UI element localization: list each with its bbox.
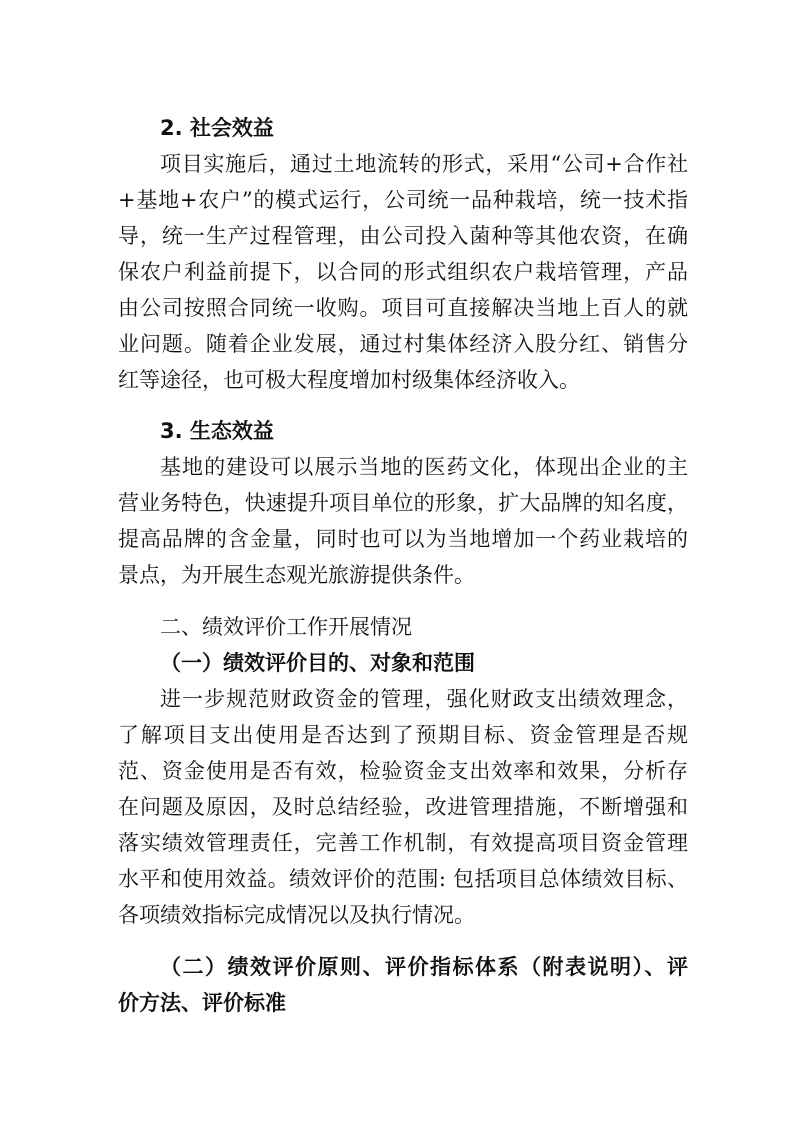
paragraph-line: 导，统一生产过程管理，由公司投入菌种等其他农资，在确 (118, 224, 688, 248)
paragraph-line: 红等途径，也可极大程度增加村级集体经济收入。 (118, 368, 580, 392)
paragraph-line: 项目实施后，通过土地流转的形式，采用“公司+合作社 (160, 152, 688, 176)
paragraph-line: 在问题及原因，及时总结经验，改进管理措施，不断增强和 (118, 795, 688, 819)
paragraph-line: 业问题。随着企业发展，通过村集体经济入股分红、销售分 (118, 332, 688, 356)
paragraph-line: 水平和使用效益。绩效评价的范围: 包括项目总体绩效目标、 (118, 867, 688, 891)
paragraph-line: 保农户利益前提下，以合同的形式组织农户栽培管理，产品 (118, 260, 688, 284)
subsection-heading-one: （一）绩效评价目的、对象和范围 (160, 651, 475, 675)
paragraph-line: 进一步规范财政资金的管理，强化财政支出绩效理念， (160, 687, 688, 711)
section-heading-social-benefit: 2. 社会效益 (160, 116, 274, 140)
paragraph-line: 了解项目支出使用是否达到了预期目标、资金管理是否规 (118, 723, 688, 747)
section-heading-eco-benefit: 3. 生态效益 (160, 419, 274, 443)
paragraph-line: 由公司按照合同统一收购。项目可直接解决当地上百人的就 (118, 296, 688, 320)
subsection-heading-two-line1: （二）绩效评价原则、评价指标体系（附表说明）、评 (160, 955, 688, 979)
paragraph-line: 落实绩效管理责任，完善工作机制，有效提高项目资金管理 (118, 831, 688, 855)
paragraph-line: 景点，为开展生态观光旅游提供条件。 (118, 563, 475, 587)
paragraph-line: 营业务特色，快速提升项目单位的形象，扩大品牌的知名度， (118, 491, 688, 515)
paragraph-line: 范、资金使用是否有效，检验资金支出效率和效果，分析存 (118, 759, 688, 783)
paragraph-line: 基地的建设可以展示当地的医药文化，体现出企业的主 (160, 455, 688, 479)
paragraph-line: 提高品牌的含金量，同时也可以为当地增加一个药业栽培的 (118, 527, 688, 551)
subsection-heading-two-line2: 价方法、评价标准 (118, 991, 286, 1015)
part-two-heading: 二、绩效评价工作开展情况 (160, 615, 412, 639)
paragraph-line: +基地+农户”的模式运行，公司统一品种栽培，统一技术指 (118, 188, 688, 212)
paragraph-line: 各项绩效指标完成情况以及执行情况。 (118, 903, 475, 927)
